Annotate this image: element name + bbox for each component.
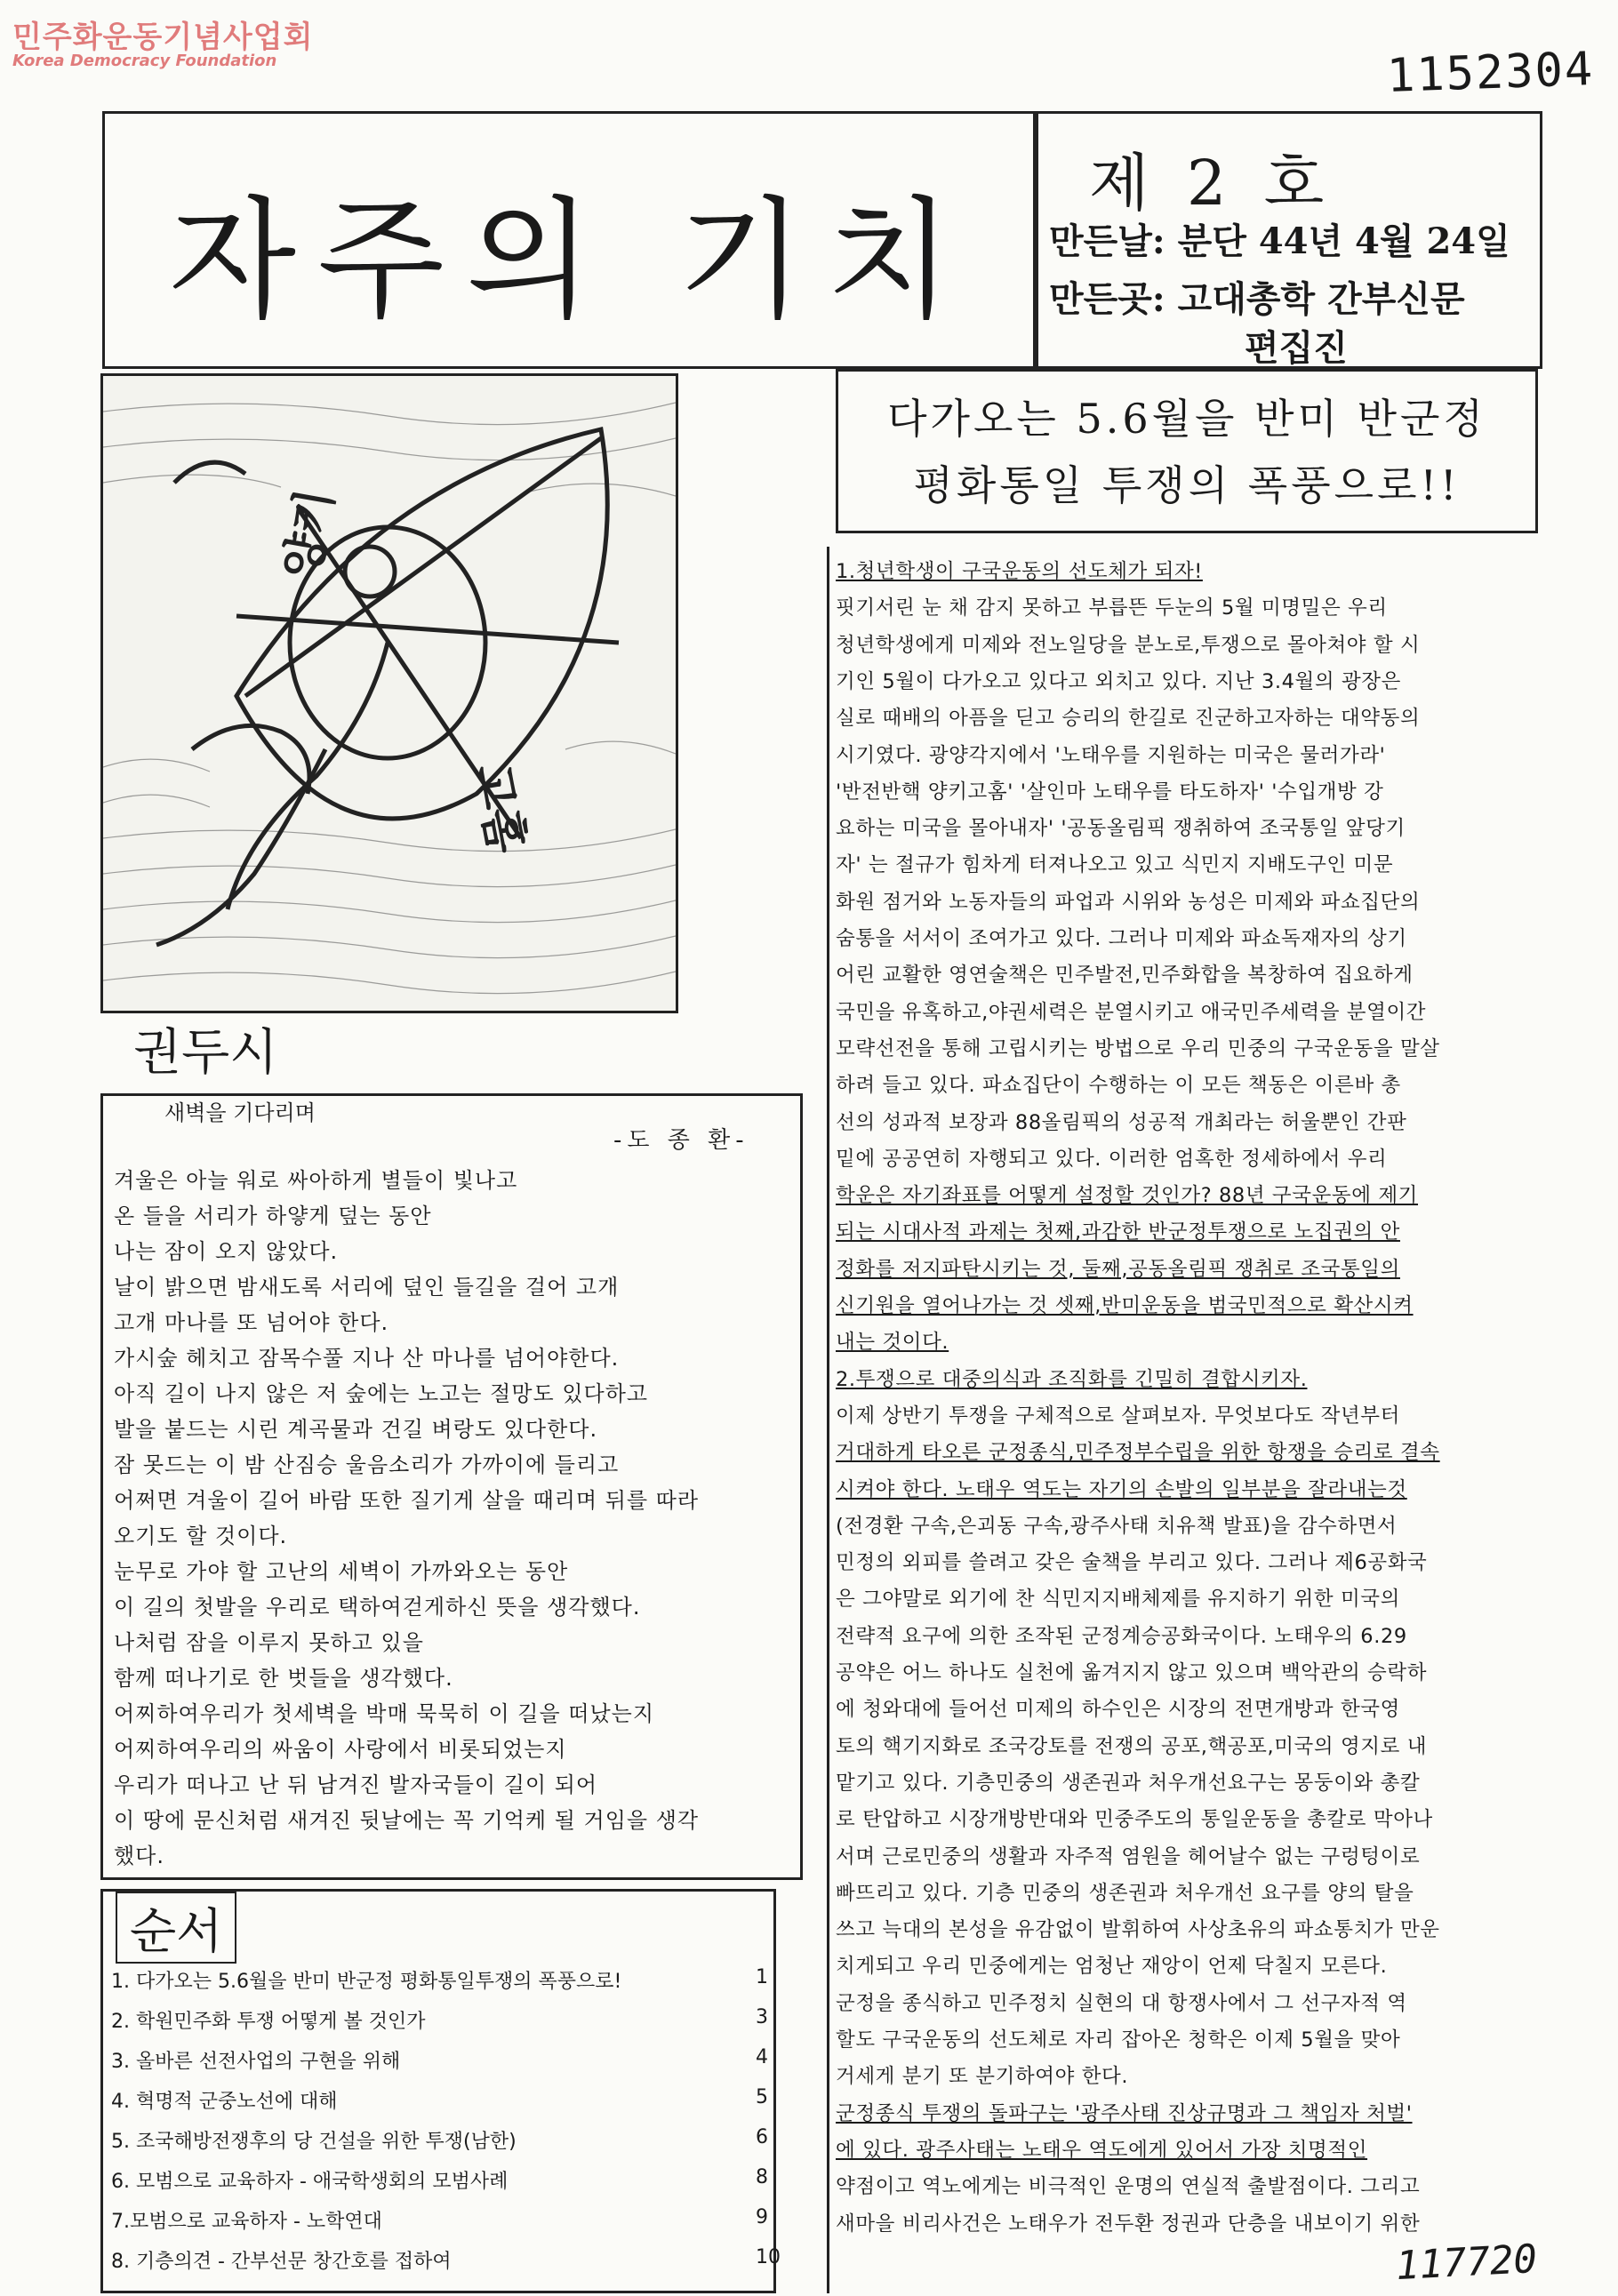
article-line: 국민을 유혹하고,야권세력은 분열시키고 애국민주세력을 분열이간: [836, 1000, 1427, 1024]
article-line: 밑에 공공연히 자행되고 있다. 이러한 엄혹한 정세하에서 우리: [836, 1147, 1388, 1171]
article-line: 약점이고 역노에게는 비극적인 운명의 연실적 출발점이다. 그리고: [836, 2175, 1421, 2199]
article-line: 숨통을 서서이 조여가고 있다. 그러나 미제와 파쇼독재자의 상기: [836, 927, 1407, 950]
article-line: 되는 시대사적 과제는 첫째,과감한 반군정투쟁으로 노집권의 안: [836, 1220, 1400, 1244]
article-line: 어린 교활한 영연술책은 민주발전,민주화합을 복창하여 집요하게: [836, 964, 1414, 988]
article-line: 시기였다. 광양각지에서 '노태우를 지원하는 미국은 물러가라': [836, 743, 1386, 767]
article-line: 서며 근로민중의 생활과 자주적 염원을 헤어날수 없는 구렁텅이로: [836, 1844, 1421, 1868]
poem-line: 가시숲 헤치고 잠목수풀 지나 산 마나를 넘어야한다.: [114, 1346, 620, 1371]
poem-line: 어쩌면 겨울이 길어 바람 또한 질기게 살을 때리며 뒤를 따라: [114, 1488, 700, 1513]
article-line: 학운은 자기좌표를 어떻게 설정할 것인가? 88년 구국운동에 제기: [836, 1184, 1419, 1208]
article-line: 기인 5월이 다가오고 있다고 외치고 있다. 지난 3.4월의 광장은: [836, 669, 1401, 693]
article-line: 군정을 종식하고 민주정치 실현의 대 항쟁사에서 그 선구자적 역: [836, 1991, 1407, 2015]
article-line: 정화를 저지파탄시키는 것, 둘째,공동올림픽 쟁취로 조국통일의: [836, 1257, 1400, 1281]
poem-line: 어찌하여우리의 싸움이 사랑에서 비롯되었는지: [114, 1737, 567, 1762]
document-id: 1152304: [1386, 42, 1596, 104]
watermark-english: Korea Democracy Foundation: [12, 52, 277, 70]
toc-item-label: 1. 다가오는 5.6월을 반미 반군정 평화통일투쟁의 폭풍으로!: [111, 1971, 622, 1993]
article-line: 이제 상반기 투쟁을 구체적으로 살펴보자. 무엇보다도 작년부터: [836, 1404, 1400, 1428]
article-line: 공약은 어느 하나도 실천에 옮겨지지 않고 있으며 백악관의 승락하: [836, 1661, 1428, 1684]
poem-line: 함께 떠나기로 한 벗들을 생각했다.: [114, 1666, 453, 1691]
toc-item-page: 1: [756, 1966, 768, 1988]
article-line: 쓰고 늑대의 본성을 유감없이 발휘하여 사상초유의 파쇼통치가 만운: [836, 1918, 1440, 1942]
article-line: 에 있다. 광주사태는 노태우 역도에게 있어서 가장 치명적인: [836, 2138, 1368, 2162]
poem-line: 겨울은 아늘 워로 싸아하게 별들이 빛나고: [114, 1168, 518, 1193]
article-line: 2.투쟁으로 대중의식과 조직화를 긴밀히 결합시키자.: [836, 1367, 1308, 1391]
poem-line: 나처럼 잠을 이루지 못하고 있을: [114, 1630, 424, 1655]
article-line: 빠뜨리고 있다. 기층 민중의 생존권과 처우개선 요구를 양의 탈을: [836, 1881, 1414, 1905]
poem-title: 새벽을 기다리며: [164, 1100, 316, 1125]
article-line: 민정의 외피를 쓸려고 갖은 술책을 부리고 있다. 그러나 제6공화국: [836, 1551, 1428, 1575]
woodcut-illustration: [103, 376, 676, 1011]
poem-line: 오기도 할 것이다.: [114, 1524, 288, 1548]
article-line: 은 그야말로 외기에 찬 식민지지배체제를 유지하기 위한 미국의: [836, 1588, 1400, 1612]
article-line: 거세게 분기 또 분기하여야 한다.: [836, 2065, 1129, 2089]
poem-line: 어찌하여우리가 첫세벽을 박매 묵묵히 이 길을 떠났는지: [114, 1701, 655, 1726]
toc-item-label: 3. 올바른 선전사업의 구현을 위해: [111, 2051, 401, 2073]
article-line: (전경환 구속,은괴동 구속,광주사태 치유책 발표)을 감수하면서: [836, 1514, 1398, 1538]
article-line: 군정종식 투쟁의 돌파구는 '광주사태 진상규명과 그 책임자 처벌': [836, 2101, 1413, 2125]
poem-line: 이 길의 첫발을 우리로 택하여걷게하신 뜻을 생각했다.: [114, 1595, 641, 1620]
poem-line: 나는 잠이 오지 않았다.: [114, 1239, 339, 1264]
article-line: 자' 는 절규가 힘차게 터져나오고 있고 식민지 지배도구인 미문: [836, 853, 1394, 877]
article-line: 1.청년학생이 구국운동의 선도체가 되자!: [836, 560, 1203, 583]
poem-line: 눈무로 가야 할 고난의 세벽이 가까와오는 동안: [114, 1559, 569, 1584]
toc-item-label: 6. 모범으로 교육하자 - 애국학생회의 모범사례: [111, 2171, 509, 2193]
masthead-title: 자주의 기치: [169, 184, 974, 337]
article-line: 치게되고 우리 민중에게는 엄청난 재앙이 언제 닥칠지 모른다.: [836, 1955, 1388, 1979]
poem-line: 발을 붙드는 시린 계곡물과 건길 벼랑도 있다한다.: [114, 1417, 598, 1442]
toc-item-page: 6: [756, 2126, 768, 2148]
poem-line: 우리가 떠나고 난 뒤 남겨진 발자국들이 길이 되어: [114, 1772, 598, 1797]
publication-date: 만든날: 분단 44년 4월 24일: [1049, 220, 1510, 262]
poem-line: 잠 못드는 이 밤 산짐승 울음소리가 가까이에 들리고: [114, 1452, 620, 1477]
publisher: 만든곳: 고대총학 간부신문: [1049, 278, 1465, 320]
article-line: '반전반핵 양키고홈' '살인마 노태우를 타도하자' '수입개방 강: [836, 780, 1384, 804]
toc-item-label: 5. 조국해방전쟁후의 당 건설을 위한 투쟁(남한): [111, 2131, 517, 2153]
publisher-line-2: 편집진: [1245, 327, 1348, 369]
cover-illustration: [100, 373, 678, 1013]
article-line: 청년학생에게 미제와 전노일당을 분노로,투쟁으로 몰아쳐야 할 시: [836, 633, 1421, 657]
article-line: 할도 구국운동의 선도체로 자리 잡아온 청학은 이제 5월을 맞아: [836, 2028, 1401, 2052]
issue-number: 제 2 호: [1089, 147, 1334, 220]
poem-line: 날이 밝으면 밤새도록 서리에 덮인 들길을 걸어 고개: [114, 1275, 620, 1300]
article-line: 시켜야 한다. 노태우 역도는 자기의 손발의 일부분을 잘라내는것: [836, 1477, 1407, 1501]
article-line: 화원 점거와 노동자들의 파업과 시위와 농성은 미제와 파쇼집단의: [836, 890, 1421, 914]
article-line: 선의 성과적 보장과 88올림픽의 성공적 개최라는 허울뿐인 간판: [836, 1110, 1407, 1134]
article-line: 에 청와대에 들어선 미제의 하수인은 시장의 전면개방과 한국영: [836, 1698, 1400, 1722]
article-line: 하려 들고 있다. 파쇼집단이 수행하는 이 모든 책동은 이른바 총: [836, 1074, 1401, 1098]
page-number-mark: 117720: [1394, 2236, 1539, 2290]
poem-line: 아직 길이 나지 않은 저 숲에는 노고는 절망도 있다하고: [114, 1381, 649, 1406]
article-line: 로 탄압하고 시장개방반대와 민중주도의 통일운동을 총칼로 막아나: [836, 1808, 1433, 1832]
article-line: 실로 때배의 아픔을 딛고 승리의 한길로 진군하고자하는 대약동의: [836, 707, 1421, 731]
toc-item-page: 8: [756, 2166, 768, 2188]
article-line: 요하는 미국을 몰아내자' '공동올림픽 쟁취하여 조국통일 앞당기: [836, 817, 1406, 841]
article-line: 전략적 요구에 의한 조작된 군정계승공화국이다. 노태우의 6.29: [836, 1624, 1407, 1648]
toc-item-label: 8. 기층의견 - 간부선문 창간호를 접하여: [111, 2251, 452, 2273]
toc-item-label: 2. 학원민주화 투쟁 어떻게 볼 것인가: [111, 2011, 426, 2033]
toc-item-page: 3: [756, 2006, 768, 2028]
toc-item-label: 4. 혁명적 군중노선에 대해: [111, 2091, 338, 2113]
article-line: 토의 핵기지화로 조국강토를 전쟁의 공포,핵공포,미국의 영지로 내: [836, 1734, 1428, 1758]
toc-item-page: 5: [756, 2086, 768, 2108]
article-line: 신기원을 열어나가는 것 셋째,반미운동을 범국민적으로 확산시켜: [836, 1294, 1414, 1317]
poem-line: 고개 마나를 또 넘어야 한다.: [114, 1310, 389, 1335]
svg-text:고홈: 고홈: [465, 759, 534, 858]
toc-item-page: 9: [756, 2206, 768, 2228]
svg-text:양키: 양키: [274, 484, 344, 583]
article-line: 내는 것이다.: [836, 1331, 949, 1355]
headline-line-1: 다가오는 5.6월을 반미 반군정: [887, 395, 1486, 443]
poem-heading: 권두시: [133, 1024, 278, 1082]
article-line: 맡기고 있다. 기층민중의 생존권과 처우개선요구는 몽둥이와 총칼: [836, 1771, 1421, 1795]
poem-line: 온 들을 서리가 하얗게 덮는 동안: [114, 1204, 432, 1228]
toc-item-label: 7.모범으로 교육하자 - 노학연대: [111, 2211, 382, 2233]
article-line: 핏기서린 눈 채 감지 못하고 부릅뜬 두눈의 5월 미명밀은 우리: [836, 596, 1388, 620]
toc-item-page: 10: [756, 2246, 781, 2268]
watermark-korean: 민주화운동기념사업회: [12, 20, 314, 55]
poem-line: 이 땅에 문신처럼 새겨진 뒷날에는 꼭 기억케 될 거임을 생각: [114, 1808, 700, 1833]
headline-line-2: 평화통일 투쟁의 폭풍으로!!: [913, 461, 1461, 509]
article-line: 모략선전을 통해 고립시키는 방법으로 우리 민중의 구국운동을 말살: [836, 1036, 1440, 1060]
toc-item-page: 4: [756, 2046, 768, 2068]
toc-heading: 순서: [116, 1892, 236, 1964]
poem-author: -도 종 환-: [613, 1127, 749, 1154]
article-line: 새마을 비리사건은 노태우가 전두환 정권과 단층을 내보이기 위한: [836, 2212, 1421, 2236]
poem-line: 했다.: [114, 1844, 164, 1868]
article-line: 거대하게 타오른 군정종식,민주정부수립을 위한 항쟁을 승리로 결속: [836, 1441, 1440, 1465]
